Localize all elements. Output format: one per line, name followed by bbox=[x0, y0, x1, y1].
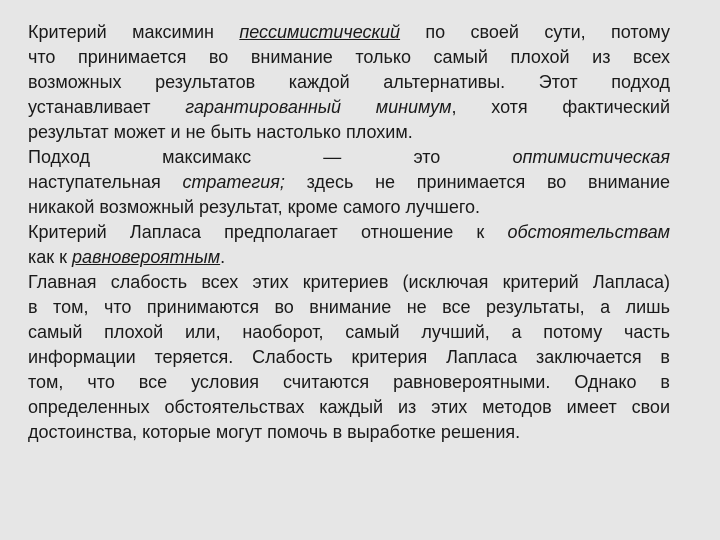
text-segment: Критерий максимин bbox=[28, 22, 240, 42]
text-line bbox=[28, 395, 670, 420]
text-segment: , хотя фактический bbox=[451, 97, 670, 117]
text-segment: результат может и не быть настолько плохим. bbox=[28, 122, 413, 142]
text-line bbox=[28, 45, 670, 70]
text-segment: наступательная bbox=[28, 172, 183, 192]
text-line bbox=[28, 370, 670, 395]
text-segment: достоинства, которые могут помочь в выработке решения. bbox=[28, 422, 521, 442]
paragraph-p1 bbox=[28, 20, 670, 145]
text-segment: . bbox=[220, 247, 226, 267]
emphasized-term: пессимистический bbox=[239, 22, 401, 42]
text-segment: по своей сути, потому bbox=[400, 22, 670, 42]
text-line bbox=[28, 95, 670, 120]
emphasized-term: стратегия; bbox=[182, 172, 285, 192]
text-line bbox=[28, 120, 670, 145]
text-segment: возможных результатов каждой альтернативы. Этот подход bbox=[28, 72, 670, 92]
text-line bbox=[28, 245, 670, 270]
text-segment: информации теряется. Слабость критерия Лапласа заключается в bbox=[28, 347, 670, 367]
text-line bbox=[28, 270, 670, 295]
text-segment: том, что все условия считаются равновероятными. Однако в bbox=[28, 372, 670, 392]
text-segment: определенных обстоятельствах каждый из этих методов имеет свои bbox=[28, 397, 670, 417]
text-line bbox=[28, 170, 670, 195]
paragraph-p3 bbox=[28, 220, 670, 270]
text-line bbox=[28, 320, 670, 345]
emphasized-term: равновероятным bbox=[72, 247, 221, 267]
emphasized-term: гарантированный минимум bbox=[185, 97, 452, 117]
text-segment: Главная слабость всех этих критериев (исключая критерий Лапласа) bbox=[28, 272, 670, 292]
paragraph-p2 bbox=[28, 145, 670, 220]
text-line bbox=[28, 420, 670, 445]
text-segment: здесь не принимается во внимание bbox=[284, 172, 671, 192]
text-line bbox=[28, 220, 670, 245]
text-segment: Подход максимакс — это bbox=[28, 147, 513, 167]
text-line bbox=[28, 345, 670, 370]
document-body bbox=[28, 20, 670, 445]
text-line bbox=[28, 145, 670, 170]
text-segment: в том, что принимаются во внимание не все результаты, а лишь bbox=[28, 297, 670, 317]
text-line bbox=[28, 295, 670, 320]
text-line bbox=[28, 70, 670, 95]
text-segment: никакой возможный результат, кроме самого лучшего. bbox=[28, 197, 481, 217]
text-segment: Критерий Лапласа предполагает отношение к bbox=[28, 222, 508, 242]
text-line bbox=[28, 20, 670, 45]
text-segment: как к bbox=[28, 247, 73, 267]
text-segment: самый плохой или, наоборот, самый лучший, а потому часть bbox=[28, 322, 670, 342]
paragraph-p4 bbox=[28, 270, 670, 445]
text-segment: устанавливает bbox=[28, 97, 186, 117]
text-line bbox=[28, 195, 670, 220]
text-segment: что принимается во внимание только самый плохой из всех bbox=[28, 47, 670, 67]
emphasized-term: обстоятельствам bbox=[507, 222, 670, 242]
emphasized-term: оптимистическая bbox=[512, 147, 670, 167]
